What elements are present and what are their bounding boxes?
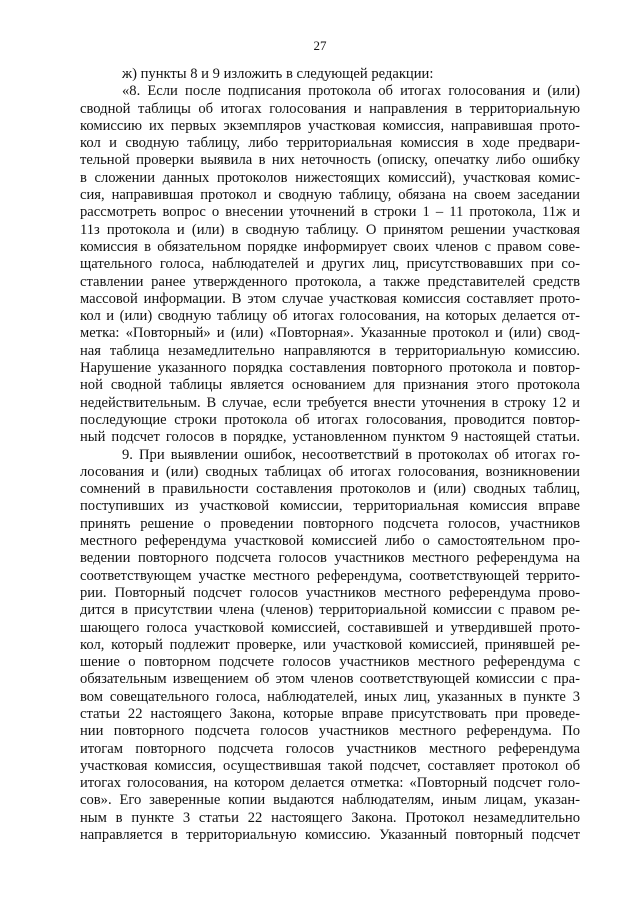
text-line: 11з протокола и (или) в сводную таблицу. О принятом решении участковая	[80, 221, 580, 238]
text-line: комиссию их первых экземпляров участковая комиссия, направившая прото-	[80, 117, 580, 134]
text-line: рии. Повторный подсчет голосов участников местного референдума прово-	[80, 584, 580, 601]
text-line: тельной проверки выявила в них неточность (описку, опечатку либо ошибку	[80, 152, 580, 169]
text-line: последующие строки протокола об итогах голосования, проводится повтор-	[80, 411, 580, 428]
text-line: ставлении ранее утвержденного протокола, а также представителей средств	[80, 273, 580, 290]
text-line: принять решение о проведении повторного подсчета голосов, участников	[80, 515, 580, 532]
text-line: массовой информации. В этом случае участковая комиссия составляет прото-	[80, 290, 580, 307]
text-line: соответствующем участке местного референдума, соответствующей террито-	[80, 567, 580, 584]
text-line: дится в присутствии члена (членов) территориальной комиссии с правом ре-	[80, 602, 580, 619]
text-line: сводной таблицы об итогах голосования и направления в территориальную	[80, 100, 580, 117]
text-line: сия, направившая протокол и сводную таблицу, обязана на своем заседании	[80, 187, 580, 204]
text-line: ной сводной таблицы является основанием для признания этого протокола	[80, 377, 580, 394]
text-line: 9. При выявлении ошибок, несоответствий в протоколах об итогах го-	[122, 446, 580, 463]
text-line: сомнений в правильности составления протоколов и (или) сводных таблиц,	[80, 481, 580, 498]
text-line: сов». Его заверенные копии выдаются наблюдателям, иным лицам, указан-	[80, 792, 580, 809]
text-line: кол и сводную таблицу, либо территориальная комиссия в ходе предвари-	[80, 135, 580, 152]
text-line: итогах голосования, на котором делается отметка: «Повторный подсчет голо-	[80, 775, 580, 792]
text-line: поступивших из участковой комиссии, территориальная комиссия вправе	[80, 498, 580, 515]
document-body	[80, 66, 580, 844]
text-line: направляется в территориальную комиссию. Указанный повторный подсчет	[80, 827, 580, 844]
text-line: в сложении данных протоколов нижестоящих комиссий), участковая комис-	[80, 169, 580, 186]
text-line: недействительным. В случае, если требуется внести уточнения в строку 12 и	[80, 394, 580, 411]
text-line: ведении повторного подсчета голосов участников местного референдума на	[80, 550, 580, 567]
text-line: статьи 22 настоящего Закона, которые вправе присутствовать при проведе-	[80, 705, 580, 722]
text-line: ным в пункте 3 статьи 22 настоящего Закона. Протокол незамедлительно	[80, 809, 580, 826]
text-line: шение о повторном подсчете голосов участников местного референдума с	[80, 654, 580, 671]
text-line: кол и (или) сводную таблицу об итогах голосования, на которых делается от-	[80, 308, 580, 325]
text-line: ная таблица незамедлительно направляются в территориальную комиссию.	[80, 342, 580, 359]
text-line: вом совещательного голоса, наблюдателей, иных лиц, указанных в пункте 3	[80, 688, 580, 705]
text-line: щательного голоса, наблюдателей и других лиц, присутствовавших при со-	[80, 256, 580, 273]
text-line: рассмотреть вопрос о внесении уточнений в строки 1 – 11 протокола, 11ж и	[80, 204, 580, 221]
text-line: ный подсчет голосов в порядке, установленном пунктом 9 настоящей статьи.	[80, 429, 580, 446]
text-line: «8. Если после подписания протокола об итогах голосования и (или)	[122, 83, 580, 100]
text-line: итогам повторного подсчета голосов участников местного референдума	[80, 740, 580, 757]
text-line: шающего голоса участковой комиссией, составившей и утвердившей прото-	[80, 619, 580, 636]
text-line: ж) пункты 8 и 9 изложить в следующей редакции:	[122, 66, 434, 82]
text-line: Нарушение указанного порядка составления повторного протокола и повтор-	[80, 360, 580, 377]
text-line: метка: «Повторный» и (или) «Повторная». Указанные протокол и (или) свод-	[80, 325, 580, 342]
text-line: нии повторного подсчета голосов участников местного референдума. По	[80, 723, 580, 740]
text-line: участковая комиссия, осуществившая такой подсчет, составляет протокол об	[80, 757, 580, 774]
text-line: комиссия в обязательном порядке информирует своих членов с правом сове-	[80, 238, 580, 255]
page-number: 27	[313, 38, 327, 53]
text-line: обязательным извещением об этом членов соответствующей комиссии с пра-	[80, 671, 580, 688]
text-line: местного референдума участковой комиссией либо о самостоятельном про-	[80, 533, 580, 550]
text-line: лосования и (или) сводных таблицах об итогах голосования, возникновении	[80, 463, 580, 480]
text-line: кол, который подлежит проверке, или участковой комиссией, принявшей ре-	[80, 636, 580, 653]
